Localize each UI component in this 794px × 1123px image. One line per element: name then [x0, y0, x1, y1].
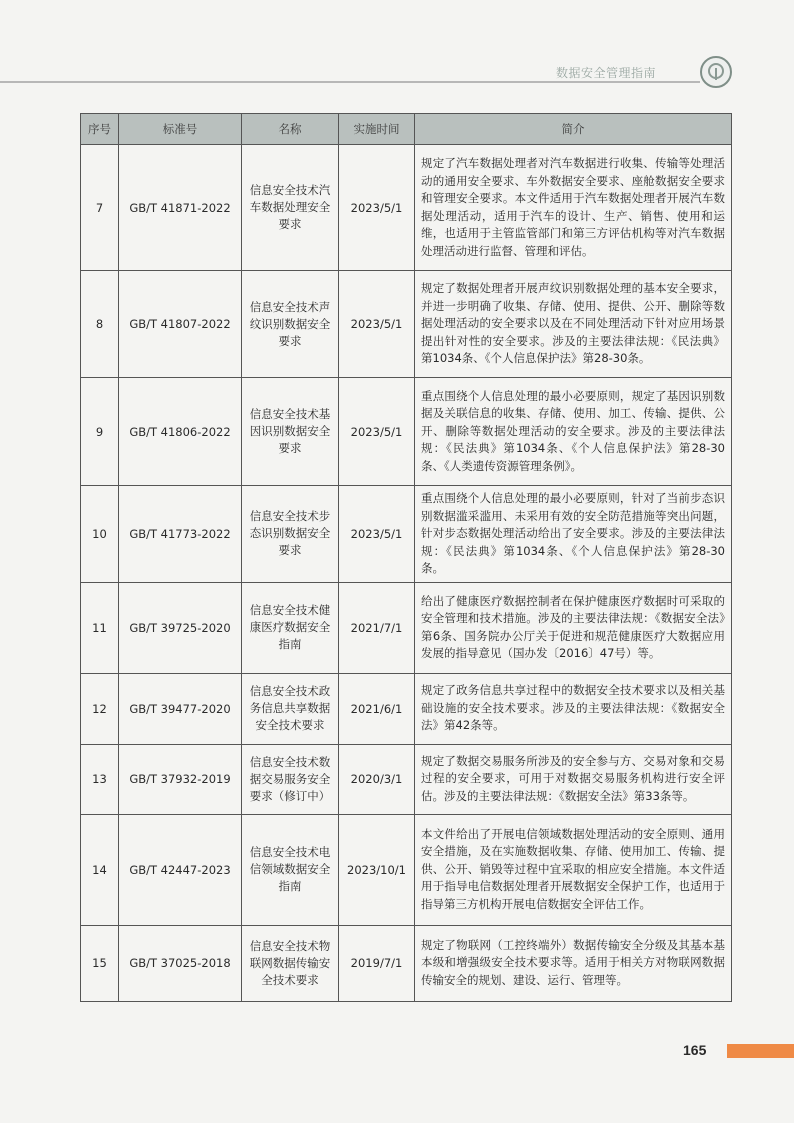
standard-name: 信息安全技术数据交易服务安全要求（修订中） — [242, 744, 339, 814]
table-row — [81, 378, 732, 486]
standard-name: 信息安全技术政务信息共享数据安全技术要求 — [242, 673, 339, 744]
standard-number: GB/T 37025-2018 — [119, 925, 242, 1001]
standard-number: GB/T 41807-2022 — [119, 271, 242, 378]
col-header-date: 实施时间 — [339, 114, 415, 145]
row-index: 14 — [81, 814, 119, 925]
row-index: 8 — [81, 271, 119, 378]
effective-date: 2021/6/1 — [339, 673, 415, 744]
running-header: 数据安全管理指南 — [556, 66, 657, 80]
standard-number: GB/T 41806-2022 — [119, 378, 242, 486]
standard-name: 信息安全技术健康医疗数据安全指南 — [242, 582, 339, 673]
effective-date: 2020/3/1 — [339, 744, 415, 814]
effective-date: 2021/7/1 — [339, 582, 415, 673]
effective-date: 2023/5/1 — [339, 486, 415, 583]
standard-number: GB/T 39477-2020 — [119, 673, 242, 744]
effective-date: 2023/5/1 — [339, 271, 415, 378]
page-accent-bar — [727, 1044, 794, 1058]
effective-date: 2023/5/1 — [339, 145, 415, 271]
table-row — [81, 145, 732, 271]
standard-summary: 规定了数据交易服务所涉及的安全参与方、交易对象和交易过程的安全要求，可用于对数据交易服务机构进行安全评估。涉及的主要法律法规：《数据安全法》第33条等。 — [415, 744, 732, 814]
standard-summary: 规定了汽车数据处理者对汽车数据进行收集、传输等处理活动的通用安全要求、车外数据安全要求、座舱数据安全要求和管理安全要求。本文件适用于汽车数据处理者开展汽车数据处理活动，适用于汽车的设计、生产、销售、使用和运维，也适用于主管监管部门和第三方评估机构等对汽车数据处理活动进行监督、管理和评估。 — [415, 145, 732, 271]
standard-number: GB/T 39725-2020 — [119, 582, 242, 673]
table-row — [81, 673, 732, 744]
standard-name: 信息安全技术声纹识别数据安全要求 — [242, 271, 339, 378]
standard-summary: 规定了物联网（工控终端外）数据传输安全分级及其基本基本级和增强级安全技术要求等。适用于相关方对物联网数据传输安全的规划、建设、运行、管理等。 — [415, 925, 732, 1001]
effective-date: 2019/7/1 — [339, 925, 415, 1001]
table-row — [81, 744, 732, 814]
header-rule — [0, 81, 700, 83]
table-row — [81, 271, 732, 378]
standard-summary: 本文件给出了开展电信领域数据处理活动的安全原则、通用安全措施，及在实施数据收集、存储、使用加工、传输、提供、公开、销毁等过程中宜采取的相应安全措施。本文件适用于指导电信数据处理者开展数据安全保护工作，也适用于指导第三方机构开展电信数据安全评估工作。 — [415, 814, 732, 925]
standard-name: 信息安全技术基因识别数据安全要求 — [242, 378, 339, 486]
table-row — [81, 925, 732, 1001]
col-header-summary: 简介 — [415, 114, 732, 145]
standard-summary: 给出了健康医疗数据控制者在保护健康医疗数据时可采取的安全管理和技术措施。涉及的主要法律法规：《数据安全法》第6条、国务院办公厅关于促进和规范健康医疗大数据应用发展的指导意见（国办发〔2016〕47号）等。 — [415, 582, 732, 673]
effective-date: 2023/10/1 — [339, 814, 415, 925]
standard-summary: 重点围绕个人信息处理的最小必要原则，针对了当前步态识别数据滥采滥用、未采用有效的安全防范措施等突出问题，针对步态数据处理活动给出了安全要求。涉及的主要法律法规：《民法典》第1034条、《个人信息保护法》第28-30条。 — [415, 486, 732, 583]
standard-summary: 重点围绕个人信息处理的最小必要原则，规定了基因识别数据及关联信息的收集、存储、使用、加工、传输、提供、公开、删除等数据处理活动的安全要求。涉及的主要法律法规：《民法典》第1034条、《个人信息保护法》第28-30条、《人类遗传资源管理条例》。 — [415, 378, 732, 486]
table-row — [81, 582, 732, 673]
row-index: 9 — [81, 378, 119, 486]
standard-number: GB/T 41871-2022 — [119, 145, 242, 271]
row-index: 10 — [81, 486, 119, 583]
row-index: 12 — [81, 673, 119, 744]
standard-number: GB/T 41773-2022 — [119, 486, 242, 583]
standard-name: 信息安全技术汽车数据处理安全要求 — [242, 145, 339, 271]
standard-number: GB/T 42447-2023 — [119, 814, 242, 925]
col-header-standard: 标准号 — [119, 114, 242, 145]
row-index: 11 — [81, 582, 119, 673]
row-index: 15 — [81, 925, 119, 1001]
table-row — [81, 486, 732, 583]
row-index: 7 — [81, 145, 119, 271]
col-header-name: 名称 — [242, 114, 339, 145]
standard-name: 信息安全技术电信领域数据安全指南 — [242, 814, 339, 925]
table-row — [81, 814, 732, 925]
standards-table — [80, 113, 732, 1002]
row-index: 13 — [81, 744, 119, 814]
standard-summary: 规定了数据处理者开展声纹识别数据处理的基本安全要求，并进一步明确了收集、存储、使用、提供、公开、删除等数据处理活动的安全要求以及在不同处理活动下针对应用场景提出针对性的安全要求。涉及的主要法律法规：《民法典》第1034条、《个人信息保护法》第28-30条。 — [415, 271, 732, 378]
col-header-index: 序号 — [81, 114, 119, 145]
standard-number: GB/T 37932-2019 — [119, 744, 242, 814]
page-number: 165 — [683, 1042, 707, 1058]
standard-name: 信息安全技术物联网数据传输安全技术要求 — [242, 925, 339, 1001]
table-header-row — [81, 114, 732, 145]
emblem-icon — [700, 56, 732, 88]
effective-date: 2023/5/1 — [339, 378, 415, 486]
standard-summary: 规定了政务信息共享过程中的数据安全技术要求以及相关基础设施的安全技术要求。涉及的主要法律法规：《数据安全法》第42条等。 — [415, 673, 732, 744]
standard-name: 信息安全技术步态识别数据安全要求 — [242, 486, 339, 583]
